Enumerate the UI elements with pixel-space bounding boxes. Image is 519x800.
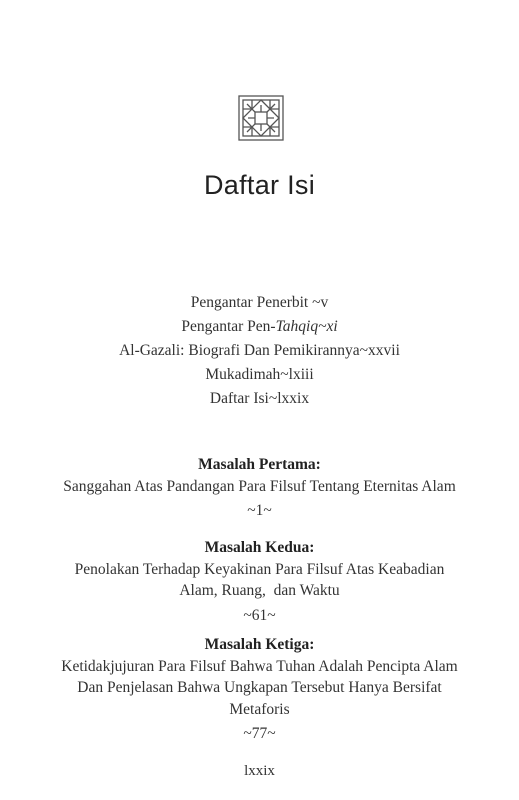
chapter-heading: Masalah Pertama:	[198, 456, 321, 473]
toc-entry-biografi: Al-Gazali: Biografi Dan Pemikirannya~xxvii	[119, 342, 400, 359]
toc-entry-italic-part: Tahqiq~xi	[275, 318, 338, 335]
chapter-description-line: Dan Penjelasan Bahwa Ungkapan Tersebut Hanya Bersifat	[77, 679, 442, 696]
chapter-page-number: ~1~	[247, 502, 272, 519]
toc-entry-prefix: Pengantar Pen-	[181, 318, 276, 335]
chapter-entry-2	[0, 537, 519, 626]
chapter-heading: Masalah Kedua:	[204, 539, 315, 556]
chapter-heading: Masalah Ketiga:	[204, 636, 315, 653]
page-number-footer: lxxix	[244, 763, 275, 779]
chapter-description-line: Ketidakjujuran Para Filsuf Bahwa Tuhan Adalah Pencipta Alam	[61, 657, 458, 675]
toc-entry-pengantar-pentahqiq	[0, 315, 519, 339]
chapter-entry-3	[0, 634, 519, 745]
page-title: Daftar Isi	[203, 170, 316, 200]
chapter-description-line: Metaforis	[229, 700, 290, 718]
toc-entry-pengantar-penerbit: Pengantar Penerbit ~v	[190, 294, 329, 311]
chapter-description-line: Alam, Ruang, dan Waktu	[179, 582, 340, 599]
geometric-knot-ornament-icon	[238, 95, 284, 141]
toc-entry-mukadimah: Mukadimah~lxiii	[205, 366, 314, 383]
toc-entry-daftar-isi: Daftar Isi~lxxix	[209, 390, 310, 407]
chapter-page-number: ~77~	[243, 725, 276, 742]
chapter-entry-1	[0, 454, 519, 522]
chapter-description-line: Sanggahan Atas Pandangan Para Filsuf Tentang Eternitas Alam	[63, 477, 456, 495]
chapter-description-line: Penolakan Terhadap Keyakinan Para Filsuf Atas Keabadian	[74, 560, 445, 578]
front-matter-list	[0, 291, 519, 411]
chapter-page-number: ~61~	[243, 606, 276, 624]
